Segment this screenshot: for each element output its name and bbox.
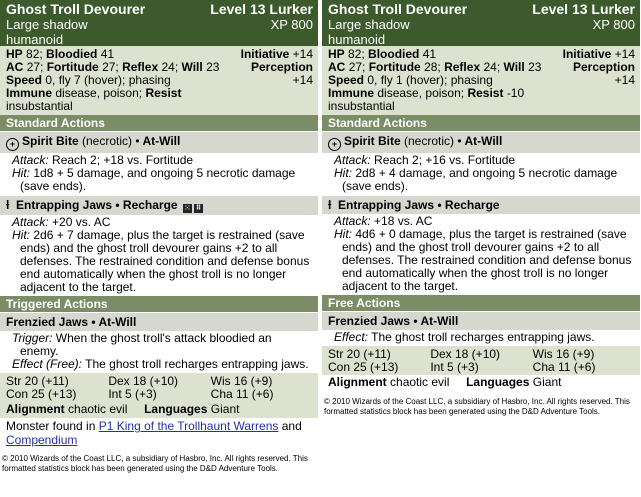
ability-scores — [0, 373, 318, 402]
power-title — [0, 131, 318, 153]
ac-value: 27 — [348, 60, 363, 74]
will-value: 23 — [528, 60, 542, 74]
monster-level: Level 13 Lurker — [532, 1, 635, 17]
con-score: Con 25 (+13) — [328, 360, 399, 374]
power-name: Entrapping Jaws • — [338, 198, 442, 212]
power-effect-line — [12, 358, 312, 371]
initiative-label: Initiative — [240, 47, 290, 61]
initiative-label: Initiative — [562, 47, 612, 61]
reflex-value: 24 — [483, 60, 497, 74]
dex-score: Dex 18 (+10) — [430, 347, 501, 361]
stat-block-left — [0, 0, 318, 474]
speed-value: 0, fly 7 (hover); phasing — [45, 73, 171, 87]
power-name: Frenzied Jaws • — [328, 314, 418, 328]
source-link-compendium[interactable]: Compendium — [6, 433, 78, 447]
melee-basic-icon: + — [328, 138, 341, 151]
source-prefix: Monster found in — [6, 419, 96, 433]
immune-label: Immune — [6, 86, 53, 100]
attack-text: +20 vs. AC — [52, 215, 111, 229]
dex-score: Dex 18 (+10) — [108, 374, 179, 388]
bloodied-label: Bloodied — [368, 47, 420, 61]
cha-score: Cha 11 (+6) — [532, 360, 596, 374]
immune-value: disease, poison; — [55, 86, 143, 100]
power-title — [0, 195, 318, 215]
effect-label: Effect (Free): — [12, 357, 83, 371]
reflex-label: Reflex — [122, 60, 159, 74]
con-score: Con 25 (+13) — [6, 387, 77, 401]
speed-label: Speed — [328, 73, 365, 87]
monster-type-line2: humanoid — [328, 32, 386, 47]
attack-label: Attack: — [334, 153, 371, 167]
alignment-line — [0, 402, 318, 418]
fortitude-value: 28 — [424, 60, 438, 74]
section-header: Standard Actions — [0, 115, 318, 131]
hit-text: 4d6 + 0 damage, plus the target is restrained (save ends) and the ghost troll devourer gains +2 to all defenses. The restrained condition and defense bonus end automatically when the ghost troll is no longer adjacent to the target. — [342, 227, 632, 293]
speed-value: 0, fly 1 (hover); phasing — [367, 73, 493, 87]
power-usage: Recharge — [122, 198, 178, 212]
resist-label: Resist — [467, 86, 504, 100]
initiative-value: +14 — [614, 47, 635, 61]
melee-basic-icon: + — [6, 138, 19, 151]
immune-value: disease, poison; — [377, 86, 465, 100]
reflex-label: Reflex — [444, 60, 481, 74]
source-link-book[interactable]: P1 King of the Trollhaunt Warrens — [98, 419, 279, 433]
int-score: Int 5 (+3) — [430, 360, 479, 374]
str-score: Str 20 (+11) — [6, 374, 69, 388]
int-score: Int 5 (+3) — [108, 387, 157, 401]
will-label: Will — [181, 60, 203, 74]
perception-value: +14 — [292, 73, 313, 87]
effect-label: Effect: — [334, 330, 369, 344]
attack-text: Reach 2; +18 vs. Fortitude — [52, 153, 194, 167]
alignment-line — [322, 375, 640, 391]
languages-label: Languages — [144, 402, 208, 416]
power-hit-line — [334, 167, 634, 193]
monster-xp: XP 800 — [592, 17, 635, 32]
languages-value: Giant — [532, 375, 562, 389]
power-title — [322, 131, 640, 153]
power-title — [0, 312, 318, 331]
copyright-notice: © 2010 Wizards of the Coast LLC, a subsidiary of Hasbro, Inc. All rights reserved. This formatted statistics block has been generated using the D&D Adventure Tools. — [324, 397, 630, 416]
hp-label: HP — [328, 47, 345, 61]
monster-type: Large shadow — [328, 17, 410, 32]
monster-level: Level 13 Lurker — [210, 1, 313, 17]
die-six-icon: ⠿ — [195, 205, 202, 212]
stat-header — [322, 0, 640, 46]
alignment-label: Alignment — [328, 375, 387, 389]
wis-score: Wis 16 (+9) — [532, 347, 595, 361]
alignment-value: chaotic evil — [390, 375, 450, 389]
hp-value: 82 — [26, 47, 40, 61]
perception-label: Perception — [250, 60, 313, 74]
bloodied-label: Bloodied — [46, 47, 98, 61]
power-keywords: (necrotic) • — [404, 134, 462, 148]
hit-text: 1d8 + 5 damage, and ongoing 5 necrotic damage (save ends). — [20, 166, 296, 193]
immune-label: Immune — [328, 86, 375, 100]
hp-value: 82 — [348, 47, 362, 61]
attack-text: +18 vs. AC — [374, 214, 433, 228]
bloodied-value: 41 — [422, 47, 437, 61]
power-title — [322, 311, 640, 330]
resist-label: Resist — [145, 86, 182, 100]
power-details — [322, 330, 640, 346]
hp-line: HP 82; Bloodied 41 — [6, 47, 115, 61]
source-line — [0, 418, 318, 448]
insubstantial-line: insubstantial — [328, 99, 395, 113]
attack-label: Attack: — [12, 215, 49, 229]
stats-box — [0, 46, 318, 115]
die-five-icon: ⁙ — [184, 205, 191, 212]
attack-label: Attack: — [334, 214, 371, 228]
effect-text: The ghost troll recharges entrapping jaws. — [371, 330, 595, 344]
effect-text: The ghost troll recharges entrapping jaws. — [85, 357, 309, 371]
wis-score: Wis 16 (+9) — [210, 374, 273, 388]
hit-label: Hit: — [12, 166, 30, 180]
section-header: Standard Actions — [322, 115, 640, 131]
power-hit-line — [334, 228, 634, 293]
power-hit-line — [12, 229, 312, 294]
section-header: Triggered Actions — [0, 296, 318, 312]
initiative-value: +14 — [292, 47, 313, 61]
ac-label: AC — [328, 60, 346, 74]
alignment-label: Alignment — [6, 402, 65, 416]
attack-text: Reach 2; +16 vs. Fortitude — [374, 153, 516, 167]
power-usage: Recharge — [444, 198, 500, 212]
power-name: Spirit Bite — [22, 134, 79, 148]
power-usage: At-Will — [98, 315, 137, 329]
hit-text: 2d6 + 7 damage, plus the target is restrained (save ends) and the ghost troll devourer gains +2 to all defenses. The restrained condition and defense bonus end automatically when the ghost troll is no longer adjacent to the target. — [20, 228, 310, 294]
section-header: Free Actions — [322, 295, 640, 311]
will-value: 23 — [206, 60, 220, 74]
alignment-value: chaotic evil — [68, 402, 128, 416]
hit-label: Hit: — [334, 227, 352, 241]
defenses-line: AC 27; Fortitude 28; Reflex 24; Will 23 — [328, 60, 542, 74]
power-details — [0, 153, 318, 195]
copyright-notice: © 2010 Wizards of the Coast LLC, a subsidiary of Hasbro, Inc. All rights reserved. This formatted statistics block has been generated using the D&D Adventure Tools. — [2, 454, 308, 473]
stat-header — [0, 0, 318, 46]
trigger-label: Trigger: — [12, 331, 53, 345]
resist-value: -10 — [506, 86, 525, 100]
hit-label: Hit: — [12, 228, 30, 242]
power-title — [322, 195, 640, 214]
hp-line: HP 82; Bloodied 41 — [328, 47, 437, 61]
hit-label: Hit: — [334, 166, 352, 180]
monster-xp: XP 800 — [270, 17, 313, 32]
perception-value: +14 — [614, 73, 635, 87]
power-details — [322, 214, 640, 295]
stats-box — [322, 46, 640, 115]
hit-text: 2d8 + 4 damage, and ongoing 5 necrotic damage (save ends). — [342, 166, 618, 193]
monster-type-line2: humanoid — [6, 32, 64, 47]
power-name: Frenzied Jaws • — [6, 315, 96, 329]
speed-label: Speed — [6, 73, 43, 87]
ac-value: 27 — [26, 60, 41, 74]
fortitude-value: 27 — [102, 60, 116, 74]
power-details — [322, 153, 640, 195]
power-name: Spirit Bite — [344, 134, 401, 148]
melee-icon: ƚ — [6, 198, 10, 212]
monster-name: Ghost Troll Devourer — [6, 1, 146, 17]
cha-score: Cha 11 (+6) — [210, 387, 274, 401]
power-trigger-line — [12, 332, 312, 358]
power-usage: At-Will — [420, 314, 459, 328]
languages-label: Languages — [466, 375, 530, 389]
melee-icon: ƚ — [328, 198, 332, 212]
source-and: and — [281, 419, 302, 433]
power-name: Entrapping Jaws • — [16, 198, 120, 212]
power-hit-line — [12, 167, 312, 193]
attack-label: Attack: — [12, 153, 49, 167]
power-keywords: (necrotic) • — [82, 134, 140, 148]
ac-label: AC — [6, 60, 24, 74]
reflex-value: 24 — [161, 60, 175, 74]
monster-name: Ghost Troll Devourer — [328, 1, 468, 17]
languages-value: Giant — [210, 402, 240, 416]
insubstantial-line: insubstantial — [6, 99, 73, 113]
stat-block-right — [322, 0, 640, 417]
power-effect-line — [334, 331, 634, 344]
power-usage: At-Will — [142, 134, 181, 148]
power-details — [0, 215, 318, 296]
perception-label: Perception — [572, 60, 635, 74]
power-usage: At-Will — [464, 134, 503, 148]
monster-type: Large shadow — [6, 17, 88, 32]
defenses-line: AC 27; Fortitude 27; Reflex 24; Will 23 — [6, 60, 220, 74]
hp-label: HP — [6, 47, 23, 61]
power-details — [0, 331, 318, 373]
ability-scores — [322, 346, 640, 375]
str-score: Str 20 (+11) — [328, 347, 391, 361]
bloodied-value: 41 — [100, 47, 115, 61]
will-label: Will — [503, 60, 525, 74]
fortitude-label: Fortitude — [368, 60, 421, 74]
trigger-text: When the ghost troll's attack bloodied an enemy. — [20, 331, 272, 358]
fortitude-label: Fortitude — [46, 60, 99, 74]
